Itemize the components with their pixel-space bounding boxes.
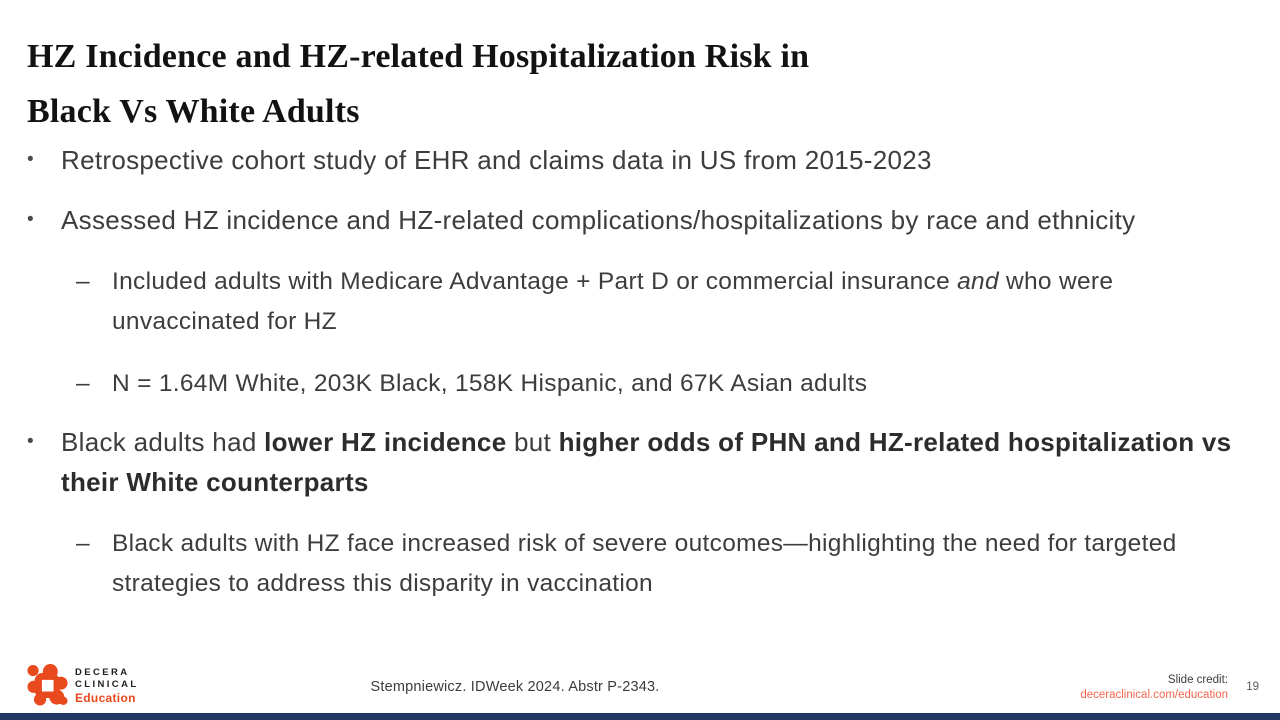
bullet-dash-marker: – (76, 530, 90, 557)
sub-bullet-text: Black adults with HZ face increased risk of severe outcomes—highlighting the need for targeted strategies to address this disparity in vaccination (112, 530, 1177, 597)
bullet-dot-marker: • (27, 209, 34, 230)
sub-bullet-item (76, 524, 1246, 604)
bullet-dash-marker: – (76, 370, 90, 397)
bullet-bold-segment: lower HZ incidence (264, 427, 507, 457)
slide-title-line2: Black Vs White Adults (27, 93, 360, 130)
logo-line-clinical: CLINICAL (75, 678, 139, 690)
slide-body (27, 140, 1246, 622)
sub-bullet-item (76, 364, 1246, 404)
bullet-dot-marker: • (27, 431, 34, 452)
logo-line-decera: DECERA (75, 666, 130, 678)
bullet-text: Retrospective cohort study of EHR and claims data in US from 2015-2023 (61, 145, 932, 175)
citation-text: Stempniewicz. IDWeek 2024. Abstr P-2343. (370, 679, 660, 695)
bullet-item (27, 140, 1246, 180)
slide-title (27, 29, 1250, 139)
bullet-item (27, 422, 1246, 502)
bullet-text: Assessed HZ incidence and HZ-related complications/hospitalizations by race and ethnicity (61, 205, 1136, 235)
bullet-bold-segment: higher odds of PHN and HZ-related hospitalization vs their White counterparts (61, 427, 1232, 497)
slide-credit-label: Slide credit: (1167, 674, 1228, 686)
sub-bullet-segment: Included adults with Medicare Advantage + Part D or commercial insurance (112, 268, 958, 295)
sub-bullet-text (112, 262, 1246, 342)
bullet-text (61, 422, 1246, 502)
logo-line-education: Education (75, 690, 136, 705)
footer-accent-bar (0, 713, 1280, 720)
bullet-item (27, 200, 1246, 240)
sub-bullet-italic-segment: and (957, 268, 999, 295)
sub-bullet-segment: who were unvaccinated for HZ (112, 268, 1114, 335)
sub-bullet-item (76, 262, 1246, 342)
bullet-dot-marker: • (27, 149, 34, 170)
page-number: 19 (1246, 681, 1259, 693)
bullet-segment: but (506, 427, 559, 457)
slide-credit-link[interactable]: deceraclinical.com/education (1080, 689, 1228, 701)
bullet-segment: Black adults had (61, 427, 265, 457)
sub-bullet-text: N = 1.64M White, 203K Black, 158K Hispanic, and 67K Asian adults (112, 370, 868, 397)
slide-title-line1: HZ Incidence and HZ-related Hospitalization Risk in (27, 38, 810, 75)
bullet-dash-marker: – (76, 268, 90, 295)
slide-credit (1080, 673, 1228, 703)
